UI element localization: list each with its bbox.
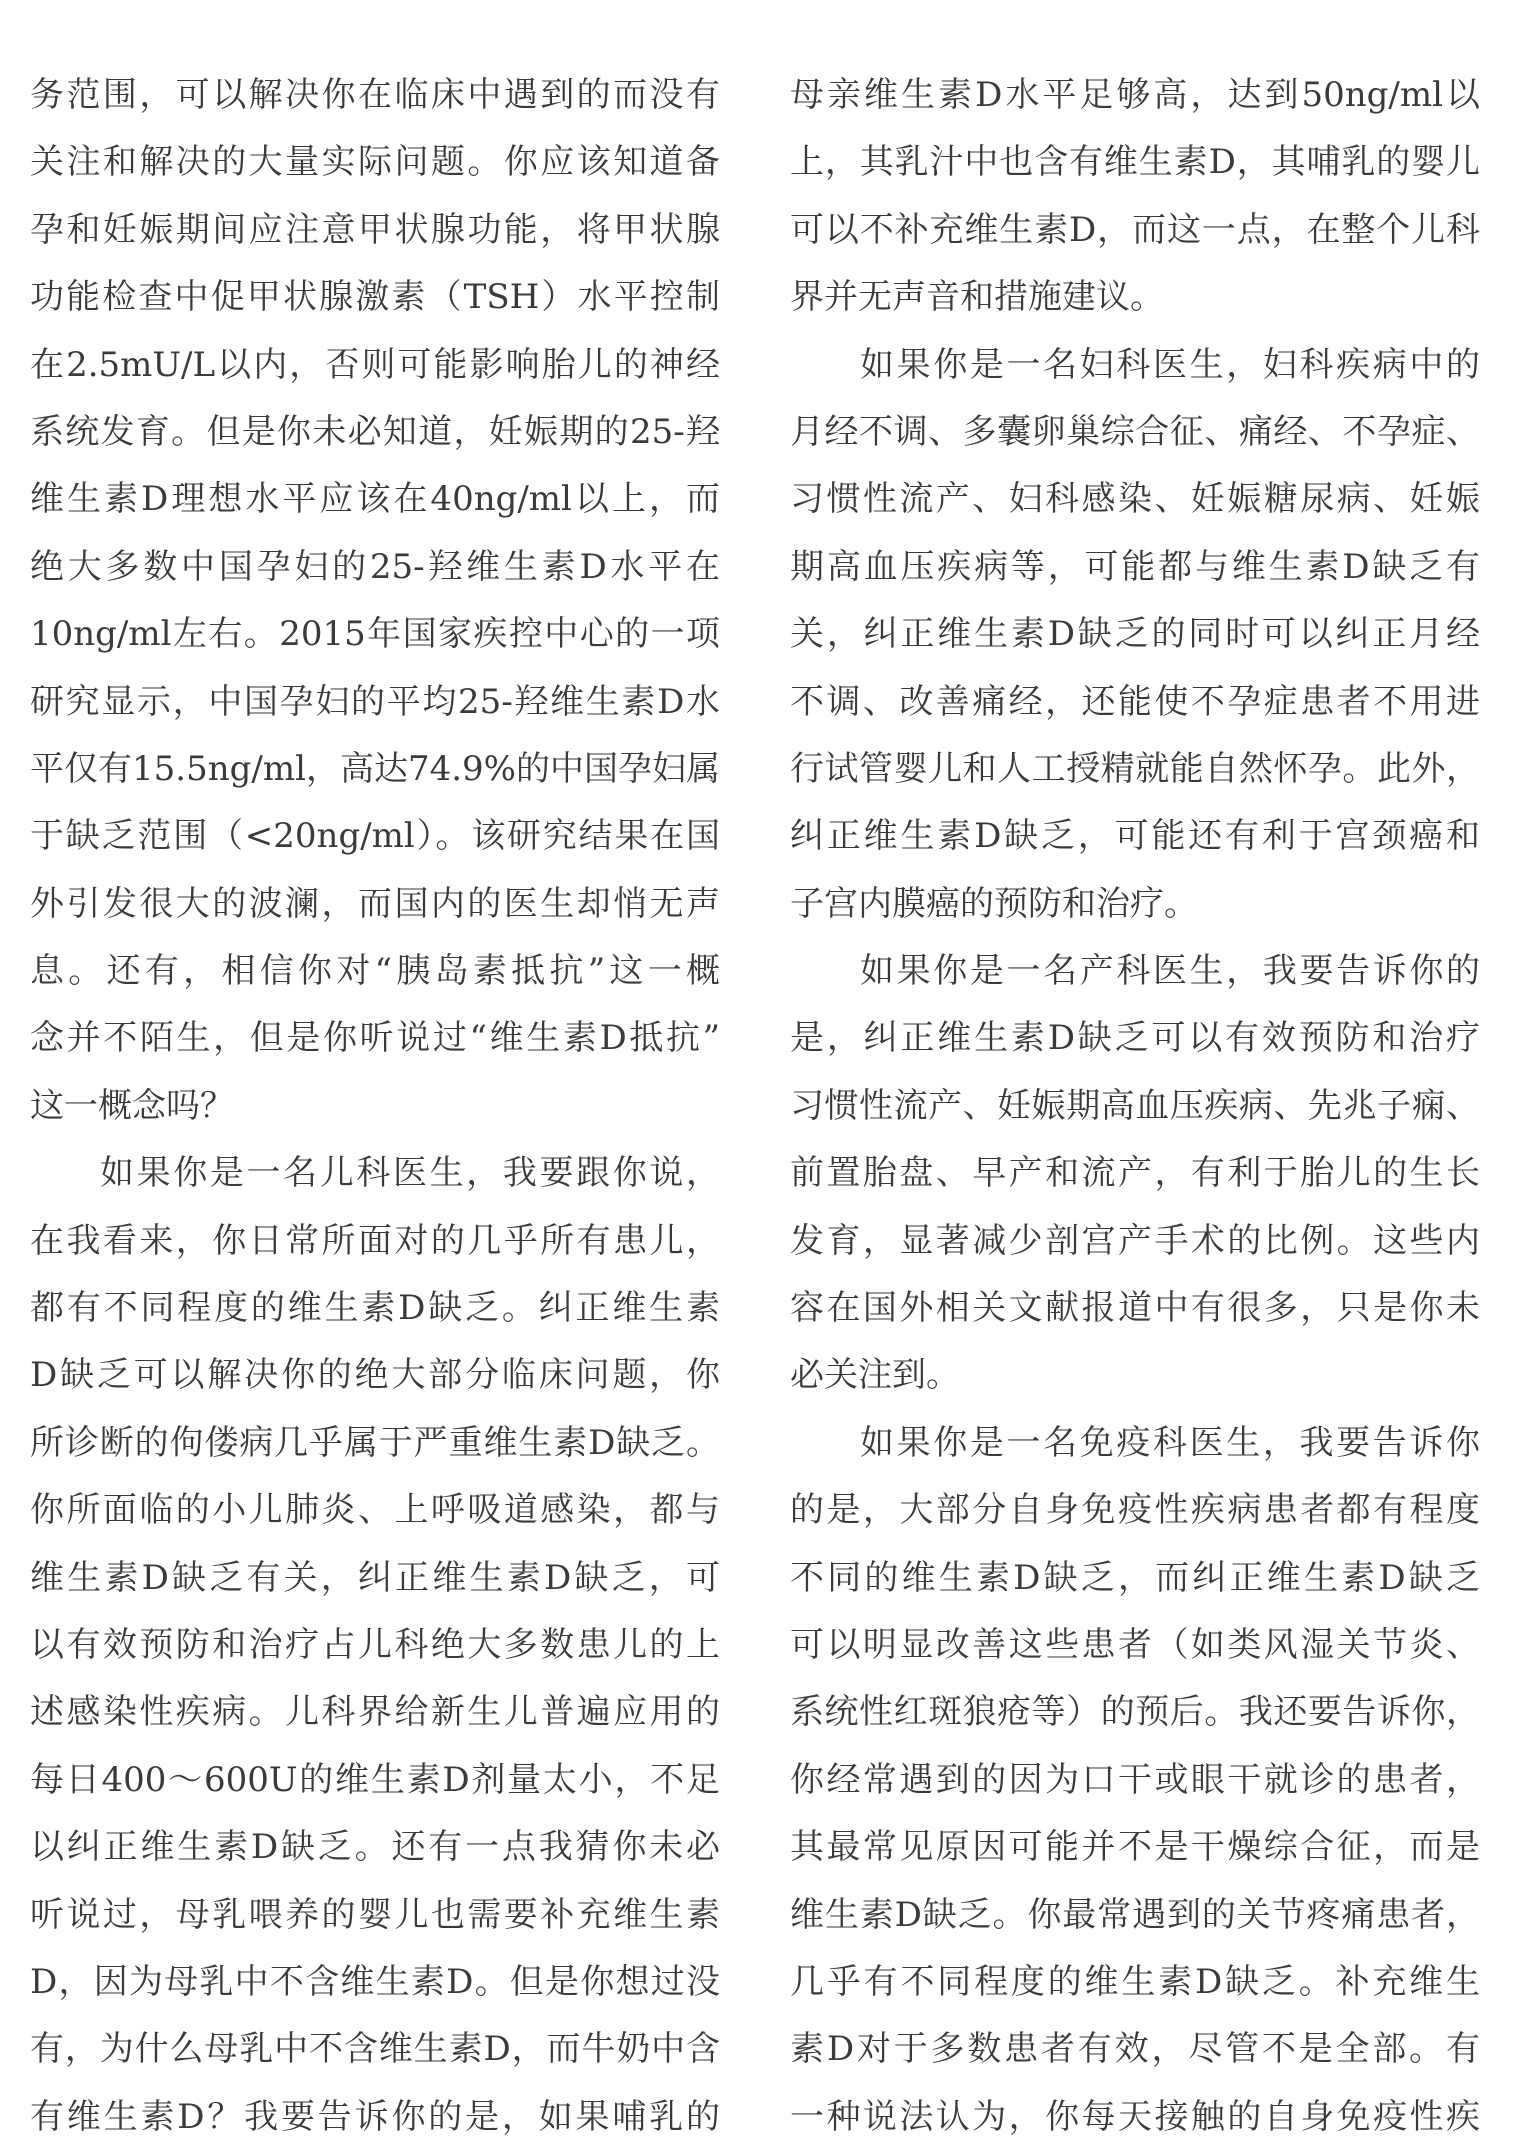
text-line: 10ng/ml左右。2015年国家疾控中心的一项	[30, 614, 720, 655]
text-line: 上，其乳汁中也含有维生素D，其哺乳的婴儿	[790, 142, 1480, 183]
text-line: 其最常见原因可能并不是干燥综合征，而是	[790, 1827, 1480, 1868]
text-line: D缺乏可以解决你的绝大部分临床问题，你	[30, 1355, 720, 1396]
text-line: 都有不同程度的维生素D缺乏。纠正维生素	[30, 1288, 720, 1329]
text-line: 维生素D缺乏。你最常遇到的关节疼痛患者，	[790, 1894, 1480, 1935]
text-line: 以有效预防和治疗占儿科绝大多数患儿的上	[30, 1624, 720, 1665]
text-line: 是，纠正维生素D缺乏可以有效预防和治疗	[790, 1018, 1480, 1059]
text-line: 每日400～600U的维生素D剂量太小，不足	[30, 1759, 720, 1800]
text-line: 务范围，可以解决你在临床中遇到的而没有	[30, 75, 720, 115]
left-text-column	[30, 62, 720, 2151]
text-line: 母亲维生素D水平足够高，达到50ng/ml以	[790, 75, 1480, 115]
text-line: 你经常遇到的因为口干或眼干就诊的患者，	[790, 1759, 1480, 1800]
text-line: 一种说法认为，你每天接触的自身免疫性疾	[790, 2096, 1480, 2137]
text-line: 不同的维生素D缺乏，而纠正维生素D缺乏	[790, 1557, 1480, 1598]
text-line: 不调、改善痛经，还能使不孕症患者不用进	[790, 681, 1480, 722]
text-line: 以纠正维生素D缺乏。还有一点我猜你未必	[30, 1827, 720, 1868]
text-line: 系统发育。但是你未必知道，妊娠期的25-羟	[30, 411, 720, 452]
text-line: 习惯性流产、妊娠期高血压疾病、先兆子痫、	[790, 1085, 1480, 1126]
paragraph-first-line: 如果你是一名儿科医生，我要跟你说，	[100, 1153, 720, 1194]
text-line: 纠正维生素D缺乏，可能还有利于宫颈癌和	[790, 816, 1480, 857]
text-line: 关，纠正维生素D缺乏的同时可以纠正月经	[790, 614, 1480, 655]
text-line: 系统性红斑狼疮等）的预后。我还要告诉你，	[790, 1692, 1480, 1733]
text-line: 几乎有不同程度的维生素D缺乏。补充维生	[790, 1961, 1480, 2002]
text-line: D，因为母乳中不含维生素D。但是你想过没	[30, 1961, 720, 2002]
text-line: 有，为什么母乳中不含维生素D，而牛奶中含	[30, 2029, 720, 2070]
text-line: 有维生素D？我要告诉你的是，如果哺乳的	[30, 2096, 720, 2137]
text-line: 维生素D缺乏有关，纠正维生素D缺乏，可	[30, 1557, 720, 1598]
paragraph-first-line: 如果你是一名免疫科医生，我要告诉你	[860, 1422, 1480, 1463]
text-line: 关注和解决的大量实际问题。你应该知道备	[30, 142, 720, 183]
text-line: 子宫内膜癌的预防和治疗。	[790, 883, 1198, 924]
right-text-column	[790, 62, 1480, 2151]
text-line: 在2.5mU/L以内，否则可能影响胎儿的神经	[30, 344, 720, 385]
text-line: 念并不陌生，但是你听说过“维生素D抵抗”	[30, 1018, 720, 1059]
text-line: 研究显示，中国孕妇的平均25-羟维生素D水	[30, 681, 720, 722]
text-line: 功能检查中促甲状腺激素（TSH）水平控制	[30, 277, 720, 318]
text-line: 必关注到。	[790, 1355, 960, 1396]
text-line: 所诊断的佝偻病几乎属于严重维生素D缺乏。	[30, 1422, 720, 1463]
text-line: 可以明显改善这些患者（如类风湿关节炎、	[790, 1624, 1480, 1665]
text-line: 期高血压疾病等，可能都与维生素D缺乏有	[790, 546, 1480, 587]
paragraph-first-line: 如果你是一名产科医生，我要告诉你的	[860, 951, 1480, 992]
text-line: 的是，大部分自身免疫性疾病患者都有程度	[790, 1490, 1480, 1531]
paragraph-first-line: 如果你是一名妇科医生，妇科疾病中的	[860, 344, 1480, 385]
text-line: 在我看来，你日常所面对的几乎所有患儿，	[30, 1220, 720, 1261]
text-line: 绝大多数中国孕妇的25-羟维生素D水平在	[30, 546, 720, 587]
text-line: 可以不补充维生素D，而这一点，在整个儿科	[790, 209, 1480, 250]
text-line: 这一概念吗？	[30, 1085, 234, 1126]
text-line: 月经不调、多囊卵巢综合征、痛经、不孕症、	[790, 411, 1480, 452]
text-line: 你所面临的小儿肺炎、上呼吸道感染，都与	[30, 1490, 720, 1531]
text-line: 述感染性疾病。儿科界给新生儿普遍应用的	[30, 1692, 720, 1733]
text-line: 息。还有，相信你对“胰岛素抵抗”这一概	[30, 951, 720, 992]
text-line: 听说过，母乳喂养的婴儿也需要补充维生素	[30, 1894, 720, 1935]
text-line: 界并无声音和措施建议。	[790, 277, 1164, 318]
text-line: 行试管婴儿和人工授精就能自然怀孕。此外，	[790, 748, 1480, 789]
text-line: 孕和妊娠期间应注意甲状腺功能，将甲状腺	[30, 209, 720, 250]
text-line: 习惯性流产、妇科感染、妊娠糖尿病、妊娠	[790, 479, 1480, 520]
text-line: 外引发很大的波澜，而国内的医生却悄无声	[30, 883, 720, 924]
text-line: 前置胎盘、早产和流产，有利于胎儿的生长	[790, 1153, 1480, 1194]
text-line: 发育，显著减少剖宫产手术的比例。这些内	[790, 1220, 1480, 1261]
text-line: 素D对于多数患者有效，尽管不是全部。有	[790, 2029, 1480, 2070]
text-line: 维生素D理想水平应该在40ng/ml以上，而	[30, 479, 720, 520]
text-line: 于缺乏范围（<20ng/ml）。该研究结果在国	[30, 816, 720, 857]
text-line: 容在国外相关文献报道中有很多，只是你未	[790, 1288, 1480, 1329]
text-line: 平仅有15.5ng/ml，高达74.9%的中国孕妇属	[30, 748, 720, 789]
